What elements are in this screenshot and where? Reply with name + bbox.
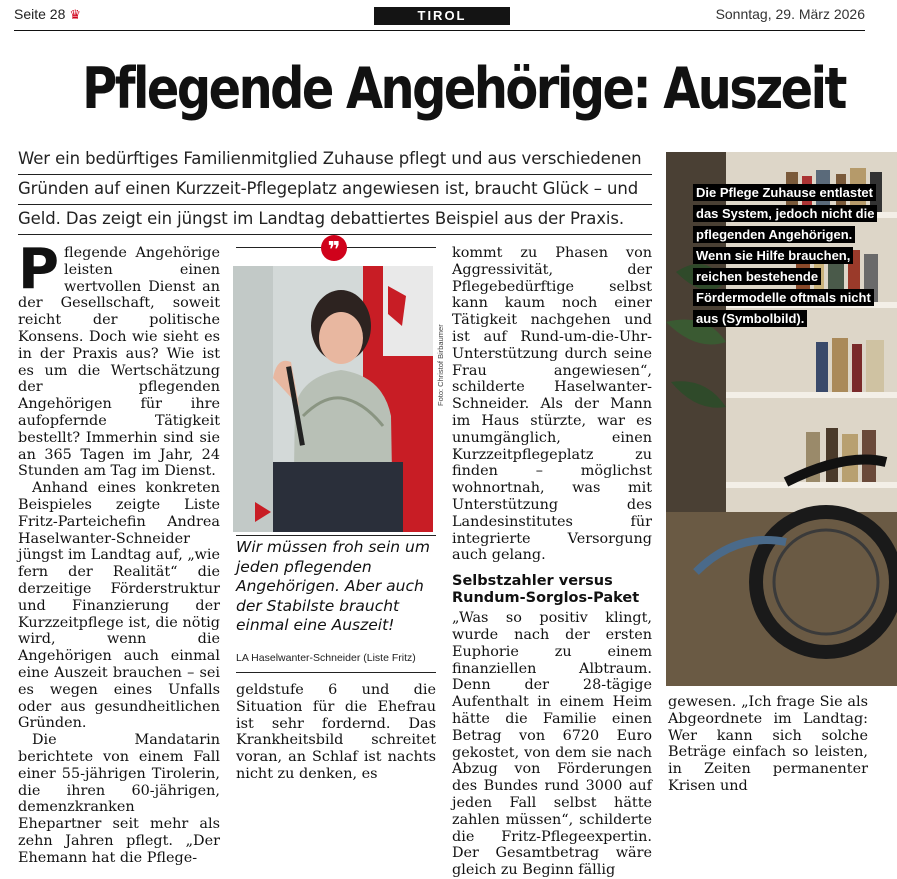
lead-line: Gründen auf einen Kurzzeit-Pflegeplatz angewiesen ist, braucht Glück – und (18, 175, 652, 205)
lead-line: Geld. Das zeigt ein jüngst im Landtag debattiertes Beispiel aus der Praxis. (18, 205, 652, 235)
lead-paragraph (18, 145, 652, 235)
quote-rule-bottom (236, 672, 436, 673)
politician-photo (233, 266, 433, 532)
body-column-3 (452, 245, 652, 879)
headline: Pflegende Angehörige: Auszeit (82, 56, 845, 122)
body-text: flegende Angehörige leisten einen wertvollen Dienst an der Gesellschaft, soweit reicht der politische Konsens. Doch wie sieht es in der Praxis aus? Wie ist es um die Wertschätzung der pflegenden Angehörigen für ihre aufopfernde Tätigkeit bestellt? Immerhin sind sie an 365 Tagen im Jahr, 24 Stunden am Tag im Dienst. (18, 245, 220, 480)
body-paragraph: geldstufe 6 und die Situation für die Ehefrau ist sehr fordernd. Das Krankheitsbild schreitet voran, an Schlaf ist nachts nicht zu denken, es (236, 682, 436, 782)
header-divider (14, 30, 865, 31)
drop-cap: P (18, 237, 60, 302)
quote-rule-mid (236, 535, 436, 536)
caption-text: Die Pflege Zuhause entlastet das System, jedoch nicht die pflegenden Angehörigen. Wenn sie Hilfe brauchen, reichen bestehende Fördermodelle oftmals nicht aus (Symbolbild). (693, 184, 877, 327)
subheading: Selbstzahler versus Rundum-Sorglos-Paket (452, 573, 640, 607)
quote-icon: ❞ (321, 235, 347, 261)
pull-quote: Wir müssen froh sein um jeden pflegenden Angehörigen. Aber auch der Stabilste braucht einmal eine Auszeit! (236, 538, 430, 634)
section-tag: TIROL (374, 7, 510, 25)
photo-caption (693, 182, 883, 329)
body-paragraph (18, 237, 220, 480)
issue-date: Sonntag, 29. März 2026 (715, 6, 865, 22)
body-paragraph: Anhand eines konkreten Beispieles zeigte Liste Fritz-Parteichefin Andrea Haselwanter-Schneider jüngst im Landtag auf, „wie fern der Realität“ die derzeitige Förderstruktur und Finanzierung der Kurzzeitpflege ist, die nötig wird, wenn die Angehörigen auch einmal eine Auszeit brauchen – sei es wegen eines Unfalls oder aus gesundheitlichen Gründen. (18, 480, 220, 732)
body-column-2 (236, 682, 436, 783)
body-paragraph: Die Mandatarin berichtete von einem Fall einer 55-jährigen Tirolerin, die ihren 60-jährigen, demenzkranken Ehepartner seit mehr als zehn Jahren pflegt. „Der Ehemann hat die Pflege- (18, 732, 220, 866)
body-paragraph: gewesen. „Ich frage Sie als Abgeordnete im Landtag: Wer kann sich solche Beträge einfach so leisten, in Zeiten permanenter Krisen und (668, 694, 868, 794)
body-column-1 (18, 237, 220, 866)
body-paragraph: kommt zu Phasen von Aggressivität, der Pflegebedürftige selbst kann kaum noch einer Tätigkeit nachgehen und ist auf Rund-um-die-Uhr-Unterstützung durch seine Frau angewiesen“, schilderte Haselwanter-Schneider. Als der Mann im Haus stürzte, war es unumgänglich, einen Kurzzeitpflegeplatz zu finden – möglichst wohnortnah, was mit Unterstützung des Landesinstitutes für integrierte Versorgung auch gelang. (452, 245, 652, 564)
lead-line: Wer ein bedürftiges Familienmitglied Zuhause pflegt und aus verschiedenen (18, 145, 652, 175)
body-column-4 (668, 694, 868, 795)
quote-author: LA Haselwanter-Schneider (Liste Fritz) (236, 652, 416, 664)
politician-photo-illustration (233, 266, 433, 532)
page-label: Seite 28 (14, 6, 66, 22)
photo-credit: Foto: Christof Birbaumer (436, 324, 445, 406)
body-paragraph: „Was so positiv klingt, wurde nach der ersten Euphorie zu einem finanziellen Albtraum. Denn der 28-tägige Aufenthalt in einem Heim hätte die Familie einen Betrag von 6720 Euro gekostet, von dem sie nach Abzug von Förderungen des Bundes rund 3000 auf jeden Fall selbst hätte zahlen müssen“, schilderte die Fritz-Pflegeexpertin. Der Gesamtbetrag wäre gleich zu Beginn fällig (452, 610, 652, 879)
page-number (14, 6, 81, 23)
crown-icon: ♛ (69, 7, 82, 22)
